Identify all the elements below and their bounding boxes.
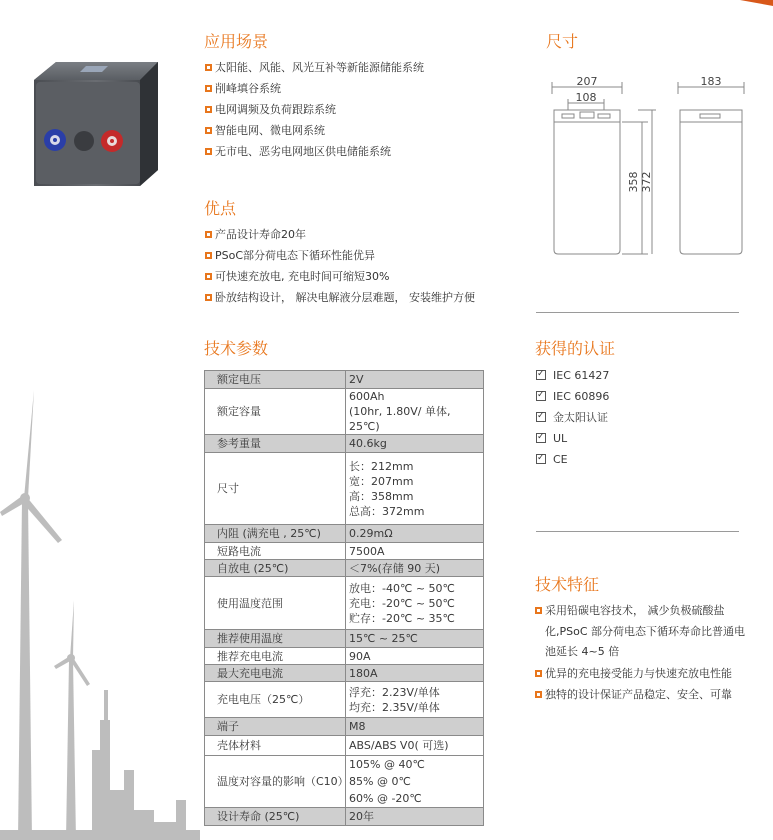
feature-item: 优异的充电接受能力与快速充放电性能: [535, 667, 732, 681]
advantage-item: 卧放结构设计， 解决电解液分层难题， 安装维护方便: [205, 291, 475, 305]
dim-width-label: 207: [576, 75, 598, 88]
certification-item: ✓IEC 61427: [536, 369, 609, 383]
spec-key: 温度对容量的影响（C10）: [205, 756, 346, 808]
spec-value: 2V: [346, 371, 484, 389]
spec-value: 180A: [346, 665, 484, 682]
bullet-square-icon: [205, 85, 212, 92]
spec-value: 600Ah (10hr, 1.80V/ 单体, 25℃): [346, 389, 484, 435]
table-row: [205, 682, 484, 718]
table-row: [205, 525, 484, 543]
spec-value: 放电：-40℃ ~ 50℃ 充电：-20℃ ~ 50℃ 贮存：-20℃ ~ 35℃: [346, 577, 484, 630]
spec-value: 0.29mΩ: [346, 525, 484, 543]
certifications-heading: 获得的认证: [535, 339, 616, 358]
dim-total-height-label: 372: [640, 171, 653, 193]
table-row: [205, 756, 484, 808]
spec-key: 尺寸: [205, 453, 346, 525]
spec-key: 壳体材料: [205, 736, 346, 756]
bullet-square-icon: [535, 670, 542, 677]
checkbox-checked-icon: [536, 433, 546, 443]
bullet-square-icon: [205, 273, 212, 280]
checkbox-checked-icon: [536, 370, 546, 380]
spec-value: 20年: [346, 808, 484, 826]
spec-table: [204, 370, 484, 826]
advantage-item: PSoC部分荷电态下循环性能优异: [205, 249, 375, 263]
advantage-item: 产品设计寿命20年: [205, 228, 306, 242]
spec-value: 长：212mm 宽：207mm 高：358mm 总高：372mm: [346, 453, 484, 525]
table-row: [205, 577, 484, 630]
wind-turbine-skyline-graphic: [0, 390, 200, 840]
bullet-square-icon: [535, 607, 542, 614]
table-row: [205, 560, 484, 577]
table-row: [205, 665, 484, 682]
divider: [536, 531, 739, 532]
bullet-square-icon: [205, 294, 212, 301]
application-item: 无市电、恶劣电网地区供电储能系统: [205, 145, 391, 159]
spec-value: ＜7%(存储 90 天): [346, 560, 484, 577]
spec-key: 参考重量: [205, 435, 346, 453]
features-heading: 技术特征: [535, 575, 600, 594]
bullet-square-icon: [205, 106, 212, 113]
spec-value: 40.6kg: [346, 435, 484, 453]
bullet-square-icon: [205, 127, 212, 134]
certification-item: ✓UL: [536, 432, 567, 446]
spec-key: 内阻 (满充电 , 25℃): [205, 525, 346, 543]
table-row: [205, 718, 484, 736]
spec-key: 端子: [205, 718, 346, 736]
checkbox-checked-icon: [536, 412, 546, 422]
spec-key: 推荐使用温度: [205, 630, 346, 648]
spec-key: 短路电流: [205, 543, 346, 560]
table-row: [205, 648, 484, 665]
feature-item-continuation: 化,PSoC 部分荷电态下循环寿命比普通电: [545, 625, 746, 638]
table-row: [205, 543, 484, 560]
spec-key: 最大充电电流: [205, 665, 346, 682]
spec-key: 充电电压（25℃）: [205, 682, 346, 718]
certification-item: ✓IEC 60896: [536, 390, 609, 404]
advantages-heading: 优点: [204, 199, 237, 218]
table-row: [205, 736, 484, 756]
dim-terminal-spacing-label: 108: [575, 91, 597, 104]
spec-key: 设计寿命 (25℃): [205, 808, 346, 826]
certification-item: ✓金太阳认证: [536, 411, 608, 425]
application-item: 太阳能、风能、风光互补等新能源储能系统: [205, 61, 424, 75]
dimension-drawing: [540, 72, 750, 262]
spec-value: 15℃ ~ 25℃: [346, 630, 484, 648]
dimensions-heading: 尺寸: [546, 32, 579, 51]
bullet-square-icon: [205, 252, 212, 259]
applications-heading: 应用场景: [204, 32, 269, 51]
spec-key: 额定容量: [205, 389, 346, 435]
spec-key: 额定电压: [205, 371, 346, 389]
dim-height-label: 358: [627, 171, 640, 193]
spec-value: 浮充：2.23V/单体 均充：2.35V/单体: [346, 682, 484, 718]
spec-key: 自放电 (25℃): [205, 560, 346, 577]
bullet-square-icon: [535, 691, 542, 698]
table-row: [205, 371, 484, 389]
divider: [536, 312, 739, 313]
table-row: [205, 630, 484, 648]
application-item: 削峰填谷系统: [205, 82, 281, 96]
spec-value: 105% @ 40℃ 85% @ 0℃ 60% @ -20℃: [346, 756, 484, 808]
bullet-square-icon: [205, 64, 212, 71]
spec-value: 90A: [346, 648, 484, 665]
table-row: [205, 435, 484, 453]
bullet-square-icon: [205, 148, 212, 155]
battery-product-image: [30, 58, 162, 188]
spec-value: M8: [346, 718, 484, 736]
advantage-item: 可快速充放电, 充电时间可缩短30%: [205, 270, 389, 284]
spec-value: ABS/ABS V0( 可选): [346, 736, 484, 756]
checkbox-checked-icon: [536, 454, 546, 464]
application-item: 智能电网、微电网系统: [205, 124, 325, 138]
checkbox-checked-icon: [536, 391, 546, 401]
table-row: [205, 389, 484, 435]
table-row: [205, 808, 484, 826]
feature-item: 独特的设计保证产品稳定、安全、可靠: [535, 688, 732, 702]
feature-item: 采用铅碳电容技术， 减少负极硫酸盐: [535, 604, 725, 618]
feature-item-continuation: 池延长 4~5 倍: [545, 645, 620, 658]
spec-key: 使用温度范围: [205, 577, 346, 630]
corner-accent: [740, 0, 773, 10]
spec-key: 推荐充电电流: [205, 648, 346, 665]
bullet-square-icon: [205, 231, 212, 238]
table-row: [205, 453, 484, 525]
spec-value: 7500A: [346, 543, 484, 560]
dim-depth-label: 183: [700, 75, 722, 88]
specs-heading: 技术参数: [204, 339, 269, 358]
application-item: 电网调频及负荷跟踪系统: [205, 103, 336, 117]
certification-item: ✓CE: [536, 453, 568, 467]
